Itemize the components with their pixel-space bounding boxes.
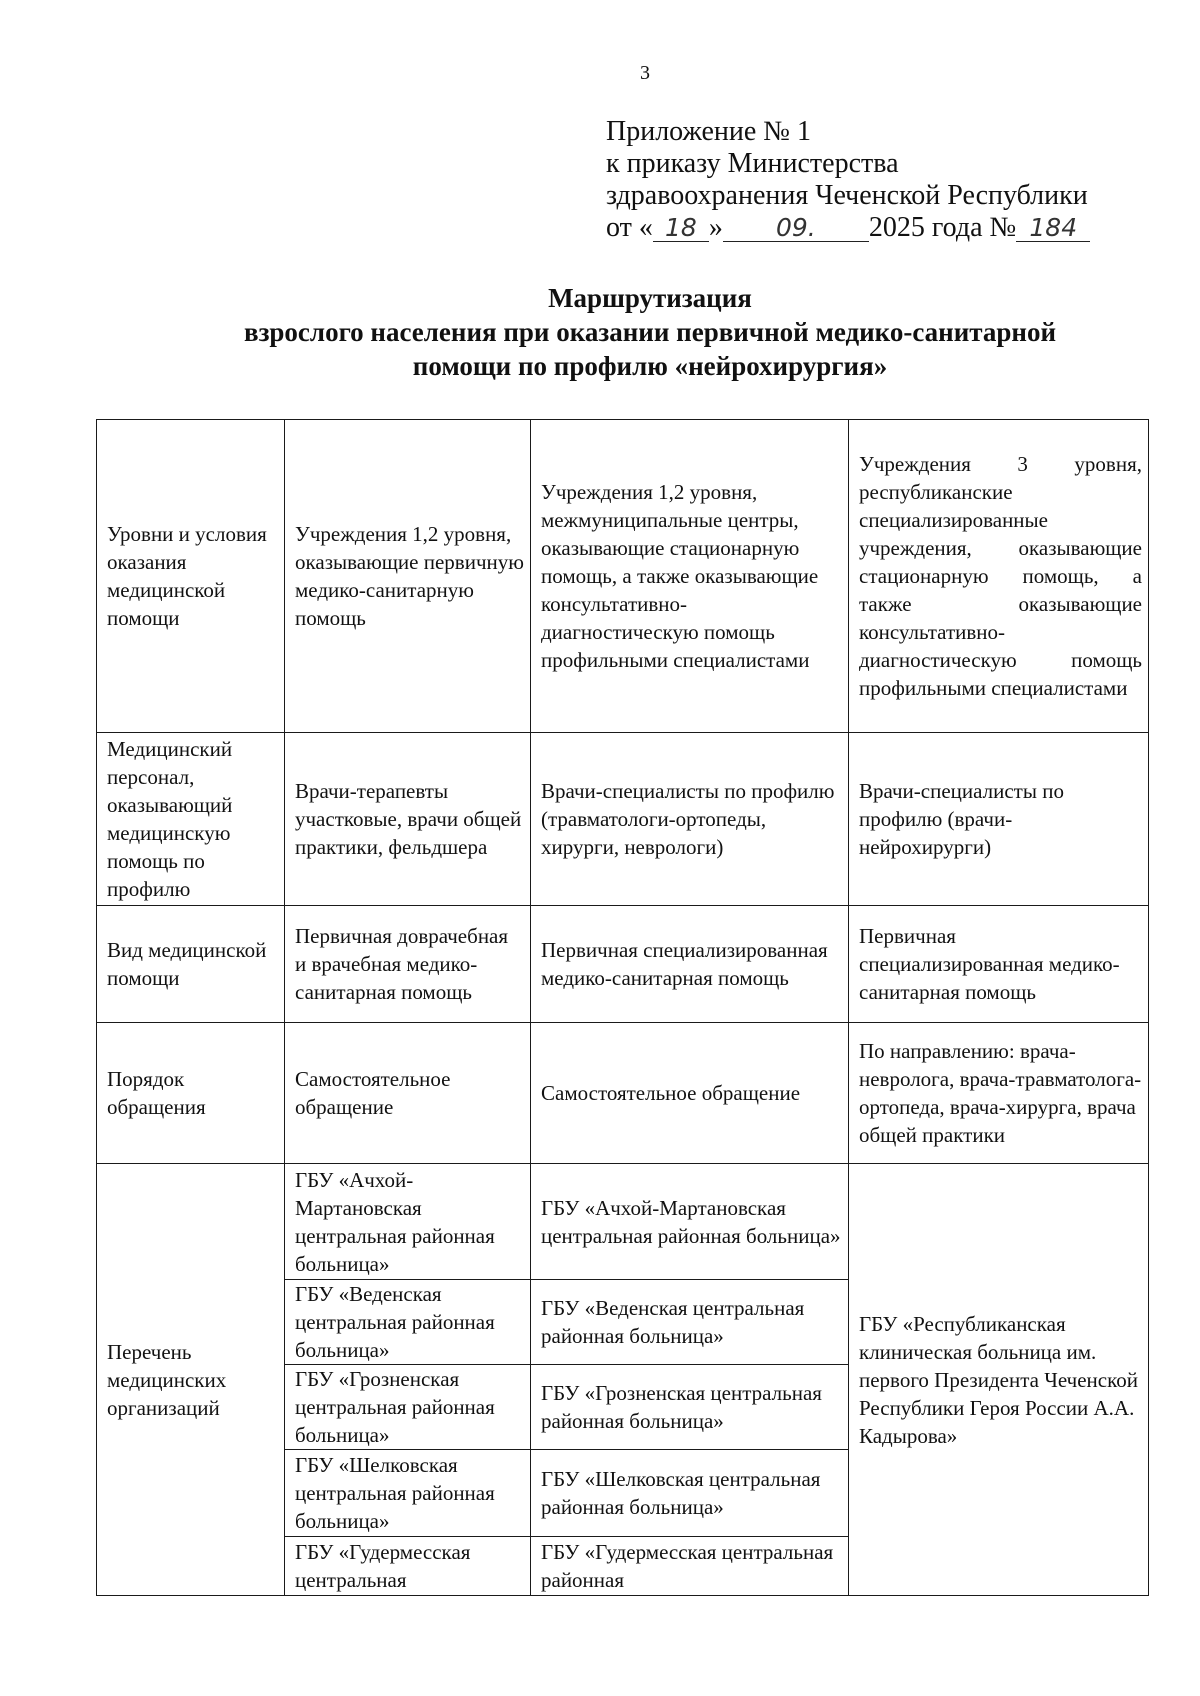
cell-level-1-2-primary: Учреждения 1,2 уровня, оказывающие первичную медико-санитарную помощь — [285, 420, 531, 733]
table-row-referral-order — [97, 1023, 1149, 1164]
date-prefix: от « — [606, 212, 653, 243]
cell-staff-primary: Врачи-терапевты участковые, врачи общей практики, фельдшера — [285, 733, 531, 906]
cell-org-intermunicipal: ГБУ «Грозненская центральная районная больница» — [531, 1365, 849, 1450]
handwritten-month: 09. — [723, 215, 869, 242]
cell-org-primary: ГБУ «Гудермесская центральная — [285, 1537, 531, 1596]
cell-care-type-primary: Первичная доврачебная и врачебная медико-санитарная помощь — [285, 906, 531, 1023]
date-year-text: 2025 года № — [868, 212, 1017, 243]
annex-order-ref: к приказу Министерства — [606, 148, 899, 179]
annex-block — [606, 116, 1090, 244]
cell-org-republican: ГБУ «Республиканская клиническая больница им. первого Президента Чеченской Республики Героя России А.А. Кадырова» — [849, 1164, 1149, 1596]
annex-ministry: здравоохранения Чеченской Республики — [606, 180, 1088, 211]
cell-staff-intermunicipal: Врачи-специалисты по профилю (травматологи-ортопеды, хирурги, неврологи) — [531, 733, 849, 906]
cell-order-primary: Самостоятельное обращение — [285, 1023, 531, 1164]
table-row-org — [97, 1164, 1149, 1280]
title-line-3: помощи по профилю «нейрохирургия» — [412, 351, 888, 381]
cell-org-primary: ГБУ «Грозненская центральная районная больница» — [285, 1365, 531, 1450]
cell-order-intermunicipal: Самостоятельное обращение — [531, 1023, 849, 1164]
cell-staff-level-3: Врачи-специалисты по профилю (врачи-нейрохирурги) — [849, 733, 1149, 906]
cell-levels-label: Уровни и условия оказания медицинской помощи — [97, 420, 285, 733]
cell-order-level-3: По направлению: врача- невролога, врача-травматолога-ортопеда, врача-хирурга, врача общей практики — [849, 1023, 1149, 1164]
cell-org-intermunicipal: ГБУ «Шелковская центральная районная больница» — [531, 1450, 849, 1537]
cell-org-primary: ГБУ «Ачхой-Мартановская центральная районная больница» — [285, 1164, 531, 1280]
table-row-staff — [97, 733, 1149, 906]
handwritten-order-number: 184 — [1016, 215, 1090, 242]
cell-care-type-level-3: Первичная специализированная медико-санитарная помощь — [849, 906, 1149, 1023]
page-number: 3 — [640, 62, 650, 84]
cell-org-intermunicipal: ГБУ «Веденская центральная районная больница» — [531, 1280, 849, 1365]
table-row-care-type — [97, 906, 1149, 1023]
cell-org-intermunicipal: ГБУ «Гудермесская центральная районная — [531, 1537, 849, 1596]
cell-care-type-label: Вид медицинской помощи — [97, 906, 285, 1023]
title-line-1: Маршрутизация — [548, 283, 752, 313]
cell-level-3: Учреждения 3 уровня, республиканские специализированные учреждения, оказывающие стационарную помощь, а также оказывающие консультативно-диагностическую помощь профильными специалистами — [849, 420, 1149, 733]
cell-order-label: Порядок обращения — [97, 1023, 285, 1164]
handwritten-day: 18 — [653, 215, 709, 242]
annex-date-line — [606, 212, 1090, 244]
cell-staff-label: Медицинский персонал, оказывающий медицинскую помощь по профилю — [97, 733, 285, 906]
annex-title: Приложение № 1 — [606, 116, 811, 147]
cell-level-1-2-intermunicipal: Учреждения 1,2 уровня, межмуниципальные центры, оказывающие стационарную помощь, а также оказывающие консультативно-диагностическую помощь профильными специалистами — [531, 420, 849, 733]
document-title — [0, 281, 1200, 383]
cell-org-intermunicipal: ГБУ «Ачхой-Мартановская центральная районная больница» — [531, 1164, 849, 1280]
cell-orgs-label: Перечень медицинских организаций — [97, 1164, 285, 1596]
cell-care-type-intermunicipal: Первичная специализированная медико-санитарная помощь — [531, 906, 849, 1023]
title-line-2: взрослого населения при оказании первичной медико-санитарной — [243, 317, 1057, 347]
routing-table — [96, 419, 1149, 1596]
date-mid: » — [708, 212, 723, 243]
table-row-header — [97, 420, 1149, 733]
cell-org-primary: ГБУ «Шелковская центральная районная больница» — [285, 1450, 531, 1537]
cell-org-primary: ГБУ «Веденская центральная районная больница» — [285, 1280, 531, 1365]
